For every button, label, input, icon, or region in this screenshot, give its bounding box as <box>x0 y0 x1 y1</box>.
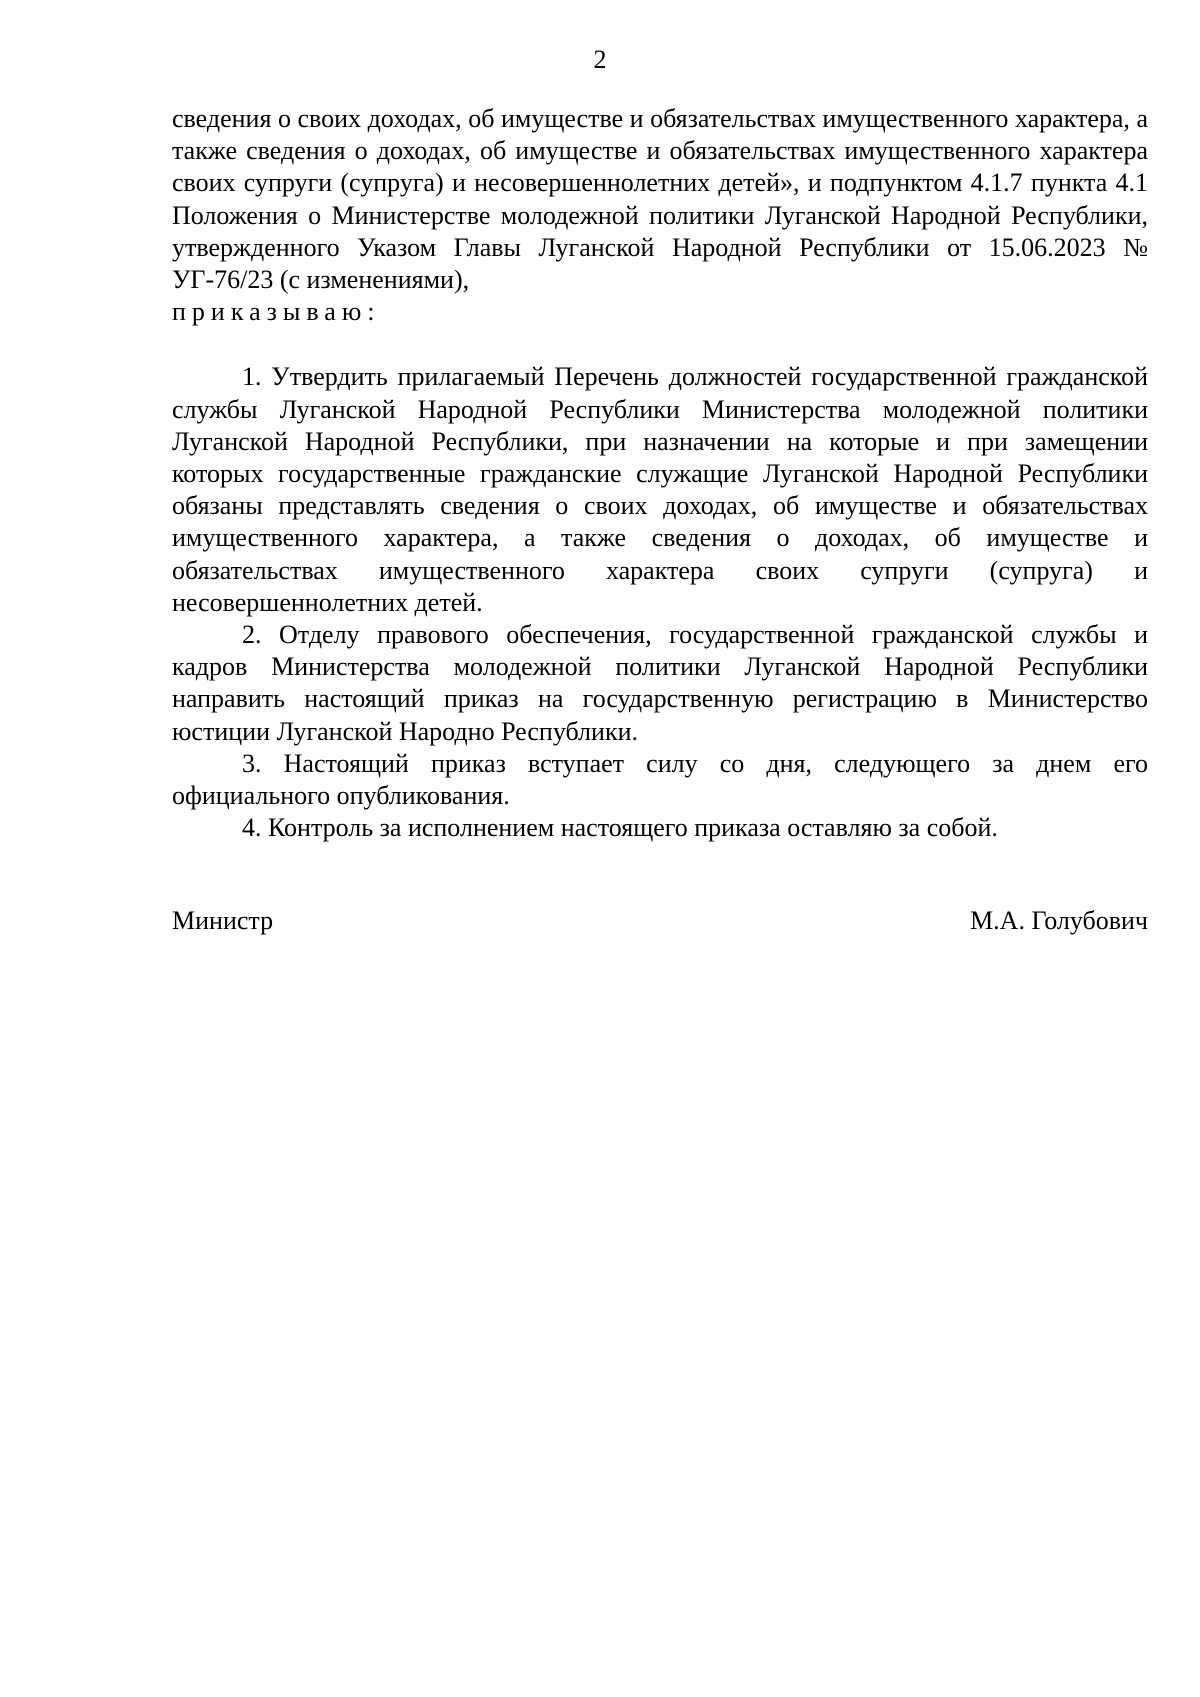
signatory-position: Министр <box>172 906 274 935</box>
signature-block <box>172 905 1148 937</box>
order-word: приказываю: <box>172 297 381 327</box>
order-item-4: 4. Контроль за исполнением настоящего приказа оставляю за собой. <box>242 813 998 843</box>
document-body <box>172 103 1148 844</box>
intro-paragraph <box>172 103 1148 328</box>
order-item-3: 3. Настоящий приказ вступает силу со дня, следующего за днем его официального опубликования. <box>172 748 1148 811</box>
page-number: 2 <box>593 45 607 74</box>
order-item-2: 2. Отделу правового обеспечения, государственной гражданской службы и кадров Министерства молодежной политики Луганской Народной Республики направить настоящий приказ на государственную регистрацию в Министерство юстиции Луганской Народно Республики. <box>172 620 1148 746</box>
signatory-name: М.А. Голубович <box>970 906 1148 935</box>
order-item-1: 1. Утвердить прилагаемый Перечень должностей государственной гражданской службы Луганской Народной Республики Министерства молодежной политики Луганской Народной Республики, при назначении на которые и при замещении которых государственные гражданские служащие Луганской Народной Республики обязаны представлять сведения о своих доходах, об имуществе и обязательствах имущественного характера, а также сведения о доходах, об имуществе и обязательствах имущественного характера своих супруги (супруга) и несовершеннолетних детей. <box>172 362 1148 617</box>
intro-text: сведения о своих доходах, об имуществе и обязательствах имущественного характера, а также сведения о доходах, об имуществе и обязательствах имущественного характера своих супруги (супруга) и несовершеннолетних детей», и подпунктом 4.1.7 пункта 4.1 Положения о Министерстве молодежной политики Луганской Народной Республики, утвержденного Указом Главы Луганской Народной Республики от 15.06.2023 № УГ-76/23 (с изменениями), <box>172 104 1148 295</box>
